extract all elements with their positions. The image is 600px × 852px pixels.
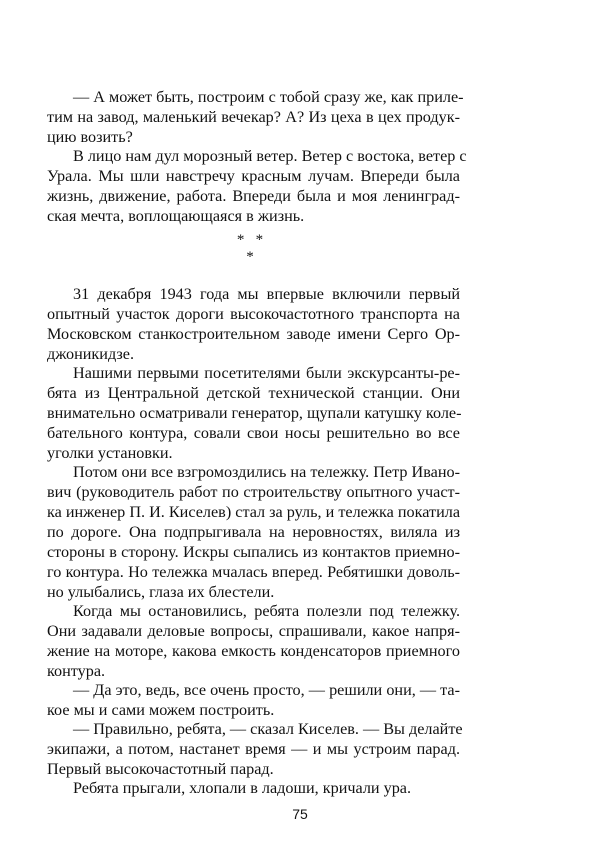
text-line: стороны в сторону. Искры сыпались из контактов приемно- xyxy=(47,543,460,561)
text-line: экипажи, а потом, настанет время — и мы устроим парад. xyxy=(47,740,460,758)
text-line: го контура. Но тележка мчалась вперед. Ребятишки доволь- xyxy=(47,563,460,581)
text-line: Потом они все взгромоздились на тележку. Петр Ивано- xyxy=(73,463,460,481)
text-line: Первый высокочастотный парад. xyxy=(47,760,274,778)
text-line: жение на моторе, какова емкость конденсаторов приемного xyxy=(47,642,460,660)
page-number: 75 xyxy=(292,806,308,822)
text-line: — Правильно, ребята, — сказал Киселев. — Вы делайте xyxy=(73,720,463,738)
text-line: жизнь, движение, работа. Впереди была и моя ленинград- xyxy=(47,187,460,205)
text-line: бята из Центральной детской технической станции. Они xyxy=(47,384,460,402)
text-line: цию возить? xyxy=(47,128,133,146)
text-line: уголки установки. xyxy=(47,444,173,462)
text-line: Они задавали деловые вопросы, спрашивали, какое напря- xyxy=(47,622,460,640)
text-line: джоникидзе. xyxy=(47,345,135,363)
text-line: — А может быть, построим с тобой сразу же, как приле- xyxy=(73,88,464,106)
separator-stars-top: * * xyxy=(236,232,264,248)
text-line: Когда мы остановились, ребята полезли под тележку. xyxy=(73,602,460,620)
text-line: бательного контура, совали свои носы решительно во все xyxy=(47,424,460,442)
text-line: Ребята прыгали, хлопали в ладоши, кричали ура. xyxy=(73,779,412,797)
text-line: — Да это, ведь, все очень просто, — решили они, — та- xyxy=(73,681,460,699)
text-line: В лицо нам дул морозный ветер. Ветер с востока, ветер с xyxy=(73,147,467,165)
text-line: вич (руководитель работ по строительству опытного участ- xyxy=(47,483,460,501)
text-line: ская мечта, воплощающаяся в жизнь. xyxy=(47,207,305,225)
text-line: Урала. Мы шли навстречу красным лучам. Впереди была xyxy=(47,167,460,185)
text-line: опытный участок дороги высокочастотного транспорта на xyxy=(47,305,460,323)
text-line: 31 декабря 1943 года мы впервые включили первый xyxy=(73,285,460,303)
text-line: контура. xyxy=(47,662,106,680)
text-line: но улыбались, глаза их блестели. xyxy=(47,583,275,601)
text-line: ка инженер П. И. Киселев) стал за руль, и тележка покатила xyxy=(47,503,461,521)
text-line: по дороге. Она подпрыгивала на неровностях, виляла из xyxy=(47,523,460,541)
text-line: внимательно осматривали генератор, щупали катушку коле- xyxy=(47,404,462,422)
separator-star-bottom: * xyxy=(246,249,254,265)
text-line: тим на завод, маленький вечекар? А? Из цеха в цех продук- xyxy=(47,108,460,126)
text-line: кое мы и сами можем построить. xyxy=(47,701,275,719)
text-line: Московском станкостроительном заводе имени Серго Ор- xyxy=(47,325,460,343)
text-line: Нашими первыми посетителями были экскурсанты-ре- xyxy=(73,364,460,382)
